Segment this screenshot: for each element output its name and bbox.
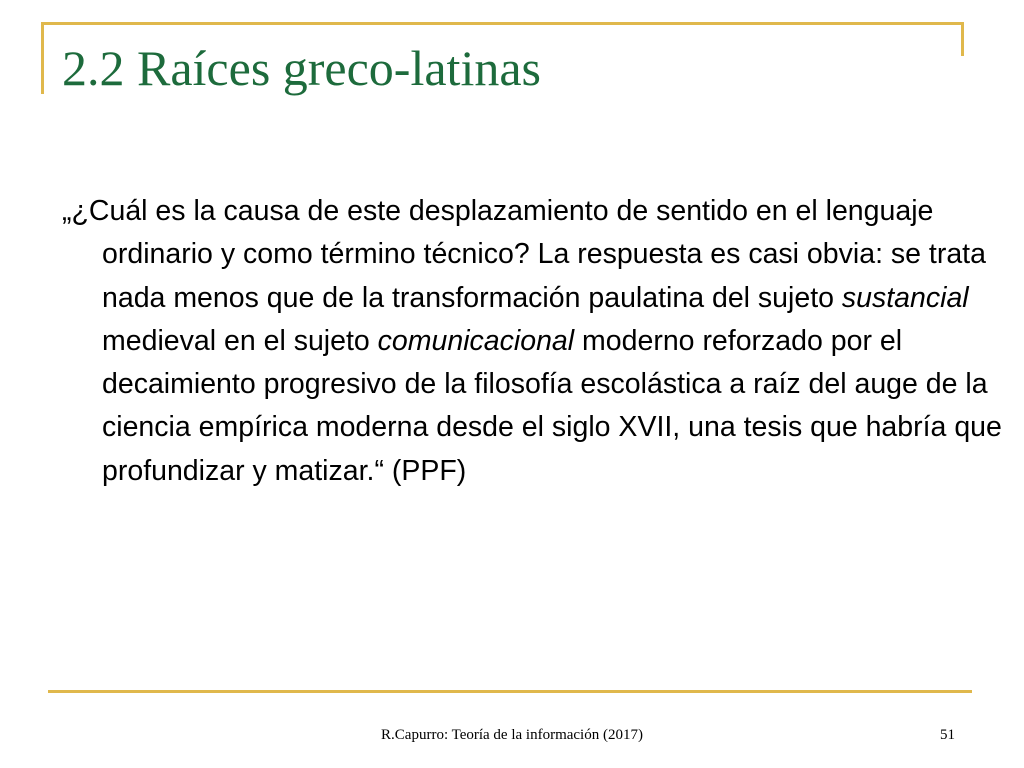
quote-emphasis-comunicacional: comunicacional: [377, 324, 575, 357]
frame-top-rule: [41, 22, 964, 25]
quote-emphasis-sustancial: sustancial: [841, 281, 969, 314]
frame-left-rule: [41, 22, 44, 94]
quote-paragraph: [62, 190, 1012, 493]
footer-rule: [48, 690, 972, 693]
quote-text-3: moderno reforzado por el decaimiento progresivo de la filosofía escolástica a raíz del auge de la ciencia empírica moderna desde el siglo XVII, una tesis que habría que profundizar y matizar.“ (PPF): [102, 324, 1002, 487]
quote-text-2: medieval en el sujeto: [102, 324, 378, 357]
page-number: 51: [940, 727, 955, 743]
footer-citation: R.Capurro: Teoría de la información (2017): [381, 727, 643, 743]
quote-text-1: „¿Cuál es la causa de este desplazamiento de sentido en el lenguaje ordinario y como término técnico? La respuesta es casi obvia: se trata nada menos que de la transformación paulatina del sujeto: [62, 195, 986, 314]
frame-right-rule: [961, 22, 964, 56]
slide-title: 2.2 Raíces greco-latinas: [62, 40, 541, 96]
